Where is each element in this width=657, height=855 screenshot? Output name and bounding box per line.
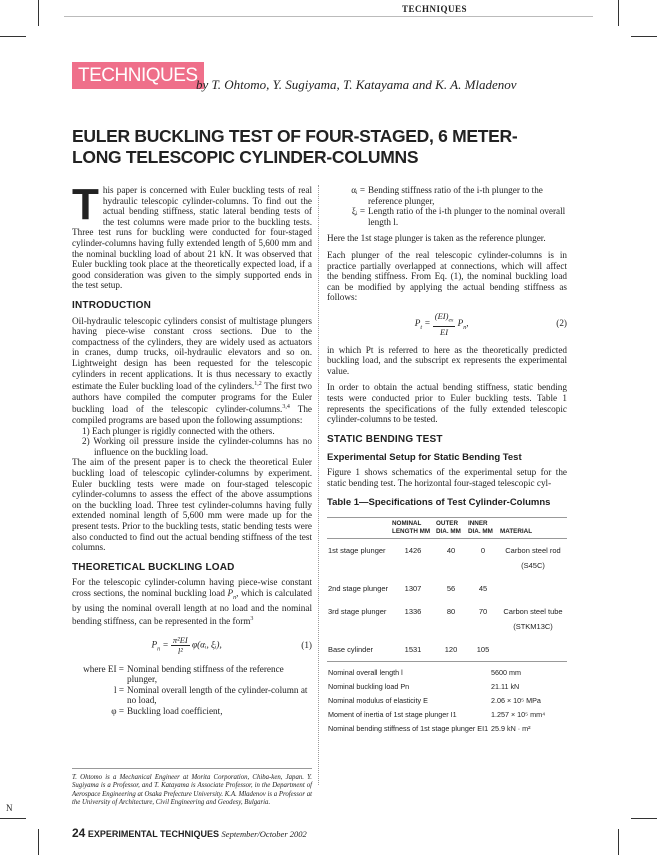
symbol-subscript: n bbox=[233, 594, 237, 601]
table-cell: 2nd stage plunger bbox=[328, 583, 389, 593]
property-label: Nominal buckling load Pn bbox=[328, 681, 410, 691]
eq-symbol: P bbox=[151, 639, 158, 650]
table-cell: 3rd stage plunger bbox=[328, 606, 387, 616]
section-heading-theoretical: THEORETICAL BUCKLING LOAD bbox=[72, 561, 235, 573]
title-line: LONG TELESCOPIC CYLINDER-COLUMNS bbox=[72, 147, 419, 167]
theory-paragraph bbox=[72, 577, 312, 626]
equation-formula bbox=[327, 311, 556, 337]
table-cell: Base cylinder bbox=[327, 638, 391, 662]
crop-mark bbox=[618, 829, 619, 855]
table-cell: 1st stage plunger bbox=[328, 545, 386, 555]
equation-number: (2) bbox=[556, 318, 567, 329]
symbol: P bbox=[227, 587, 234, 598]
subsection-heading: Experimental Setup for Static Bending Test bbox=[327, 452, 522, 464]
column-divider bbox=[318, 185, 319, 785]
section-badge: TECHNIQUES bbox=[72, 62, 204, 89]
table-cell bbox=[499, 577, 567, 600]
definition-text: Nominal overall length of the cylinder-column at no load, bbox=[127, 684, 308, 706]
table-cell: 0 bbox=[480, 545, 486, 555]
definition-text: Bending stiffness ratio of the i-th plunger to the reference plunger, bbox=[368, 185, 543, 206]
property-row bbox=[327, 666, 567, 680]
theory-text: , which is calculated by using the nominal overall length at no load and the nominal bending stiffness, can be represented in the form bbox=[72, 587, 312, 626]
eq-fraction bbox=[171, 635, 190, 656]
margin-letter: N bbox=[6, 803, 13, 813]
theory-text: For the telescopic cylinder-column having piece-wise constant cross sections, the nominal buckling load bbox=[72, 577, 312, 598]
property-label: Nominal overall length l bbox=[328, 667, 403, 677]
specifications-table bbox=[327, 517, 567, 662]
eq-numerator: π²EI bbox=[172, 634, 188, 645]
body-paragraph: Figure 1 shows schematics of the experimental setup for the static bending test. The horizontal four-staged telescopic cyl- bbox=[327, 466, 567, 488]
table-header: MATERIAL bbox=[499, 517, 567, 538]
body-paragraph: In order to obtain the actual bending stiffness, static bending tests were conducted prior to Euler buckling tests. Table 1 represents the specifications of the fully extended telescopic cylinder-columns to be tested. bbox=[327, 382, 567, 425]
table-row bbox=[327, 600, 567, 638]
eq-operator: = bbox=[160, 639, 171, 650]
property-row bbox=[327, 708, 567, 722]
eq-denominator: EI bbox=[440, 326, 449, 337]
table-caption: Table 1—Specifications of Test Cylinder-Columns bbox=[327, 497, 551, 509]
eq-subscript: ex bbox=[448, 317, 454, 324]
table-cell: 56 bbox=[446, 583, 456, 593]
definition-row bbox=[327, 206, 567, 227]
intro-paragraph bbox=[72, 316, 312, 426]
equation-formula bbox=[72, 635, 301, 656]
definition-symbol: where EI = bbox=[83, 663, 124, 674]
reference-marker: 3,4 bbox=[282, 404, 290, 411]
body-paragraph: Each plunger of the real telescopic cylinder-columns is in practice partially overlapped at connections, which will affect the bending stiffness. From Eq. (1), the nominal buckling load can be modified by applying the actual bending stiffness as follows: bbox=[327, 249, 567, 303]
equation-number: (1) bbox=[301, 639, 312, 650]
issue-date: September/October 2002 bbox=[221, 829, 307, 839]
definition-symbol: αᵢ = bbox=[351, 185, 365, 195]
eq-denominator: l² bbox=[177, 645, 183, 656]
definition-symbol: l = bbox=[113, 684, 124, 695]
intro-paragraph: The aim of the present paper is to check the theoretical Euler buckling load of telescopic cylinder-columns by experiment. Euler buckling tests were made on four-staged telescopic cylinder-columns to assess the effect of the above assumptions on the buckling load. Three test cylinder-columns having fully extended nominal length of 5,600 mm were made up for the present tests. Prior to the buckling tests, static bending tests were also conducted to find out the actual bending stiffness of the test columns. bbox=[72, 457, 312, 553]
body-paragraph: Here the 1st stage plunger is taken as the reference plunger. bbox=[327, 233, 546, 244]
equation-2 bbox=[327, 311, 567, 337]
publication-name: EXPERIMENTAL TECHNIQUES bbox=[87, 829, 220, 839]
running-header: TECHNIQUES bbox=[401, 4, 467, 14]
properties-table bbox=[327, 666, 567, 736]
table-header bbox=[327, 517, 391, 538]
assumption-item: 2) Working oil pressure inside the cylinder-columns has no influence on the buckling load. bbox=[82, 436, 312, 457]
table-cell: 80 bbox=[446, 606, 456, 616]
property-label: Nominal modulus of elasticity E bbox=[328, 695, 428, 705]
eq-punctuation: , bbox=[466, 317, 469, 328]
table-cell: 1307 bbox=[404, 583, 422, 593]
definition-text: Nominal bending stiffness of the reference plunger, bbox=[127, 663, 284, 685]
intro-text: The compiled programs are based upon the following assumptions: bbox=[72, 404, 312, 425]
crop-mark bbox=[0, 36, 26, 37]
table-header: OUTER DIA. MM bbox=[435, 517, 467, 538]
eq-symbol: P bbox=[414, 317, 421, 328]
definition-row bbox=[72, 685, 312, 706]
property-value: 25.9 kN · m² bbox=[491, 723, 531, 733]
table-cell: 120 bbox=[435, 638, 467, 662]
property-value: 1.257 × 10⁵ mm⁴ bbox=[491, 709, 546, 719]
table-cell: 45 bbox=[478, 583, 488, 593]
property-row bbox=[327, 694, 567, 708]
property-label: Moment of inertia of 1st stage plunger I1 bbox=[328, 709, 457, 719]
drop-cap: T bbox=[72, 180, 99, 229]
author-footnote: T. Ohtomo is a Mechanical Engineer at Morita Corporation, Chiba-ken, Japan. Y. Sugiyama is a Professor, and T. Katayama is Associate Professor, in the Department of Aerospace Engineering at Osaka Prefecture University. K.A. Mladenov is a Professor at the University of Architecture, Civil Engineering and Geodesy, Bulgaria. bbox=[72, 768, 312, 808]
eq-symbol: P bbox=[457, 317, 464, 328]
section-heading-static: STATIC BENDING TEST bbox=[327, 433, 443, 445]
table-header: INNER DIA. MM bbox=[467, 517, 499, 538]
article-title bbox=[72, 126, 552, 168]
property-value: 21.11 kN bbox=[491, 681, 520, 691]
intro-text: Oil-hydraulic telescopic cylinders consist of multistage plungers having piece-wise constant cross sections. Due to the compactness of the cylinders, they are widely used as actuators in cranes, dump trucks, oil-hydraulic elevators and so on. Lightweight design has been requested for the telescopic cylinders in recent applications. It is thus necessary to exactly estimate the Euler buckling load of the cylinders. bbox=[72, 315, 312, 392]
property-value: 5600 mm bbox=[491, 667, 521, 677]
table-cell: 1531 bbox=[391, 638, 435, 662]
abstract bbox=[72, 180, 312, 291]
property-row bbox=[327, 680, 567, 694]
crop-mark bbox=[38, 829, 39, 855]
assumption-item: 1) Each plunger is rigidly connected with the others. bbox=[82, 425, 275, 436]
eq-subscript: n bbox=[157, 646, 161, 653]
equation-1 bbox=[72, 635, 312, 656]
eq-operator: = bbox=[421, 317, 433, 328]
property-label: Nominal bending stiffness of 1st stage plunger EI1 bbox=[328, 723, 489, 733]
table-cell: 1426 bbox=[404, 545, 422, 555]
table-cell: 70 bbox=[478, 606, 488, 616]
definition-row bbox=[72, 664, 312, 685]
left-column bbox=[72, 180, 312, 717]
crop-mark bbox=[0, 818, 26, 819]
table-row bbox=[327, 577, 567, 600]
eq-rhs: φ(αᵢ, ξᵢ), bbox=[189, 639, 222, 650]
definition-row bbox=[327, 185, 567, 206]
property-value: 2.06 × 10⁵ MPa bbox=[491, 695, 541, 705]
reference-marker: 1,2 bbox=[254, 381, 262, 388]
eq-subscript: n bbox=[463, 324, 467, 331]
definition-symbol: ξᵢ = bbox=[351, 206, 365, 217]
definition-text: Length ratio of the i-th plunger to the nominal overall length l. bbox=[368, 206, 566, 227]
eq-fraction bbox=[433, 311, 456, 337]
right-column bbox=[327, 185, 567, 736]
table-cell: Carbon steel rod (S45C) bbox=[505, 545, 561, 570]
section-heading-introduction: INTRODUCTION bbox=[72, 299, 152, 311]
table-header-row bbox=[327, 517, 567, 538]
body-paragraph: in which Pt is referred to here as the theoretically predicted buckling load, and the subscript ex represents the experimental value. bbox=[327, 344, 567, 376]
page-footer bbox=[72, 826, 307, 840]
eq-numerator bbox=[433, 311, 456, 327]
property-row bbox=[327, 722, 567, 736]
reference-marker: 3 bbox=[250, 615, 254, 622]
authors-line: by T. Ohtomo, Y. Sugiyama, T. Katayama and K. A. Mladenov bbox=[196, 77, 517, 92]
crop-mark bbox=[618, 0, 619, 26]
eq-subscript: t bbox=[420, 324, 422, 331]
table-cell bbox=[499, 638, 567, 662]
definition-symbol: φ = bbox=[111, 705, 124, 716]
crop-mark bbox=[631, 36, 657, 37]
table-cell: 1336 bbox=[404, 606, 422, 616]
table-cell: 40 bbox=[446, 545, 456, 555]
page-number: 24 bbox=[72, 826, 86, 840]
table-row bbox=[327, 638, 567, 662]
abstract-text: his paper is concerned with Euler buckling tests of real hydraulic telescopic cylinder-columns. To find out the actual bending stiffness, static lateral bending tests of the test columns were made prior to the buckling tests. Three test runs for buckling were conducted for four-staged cylinder-columns having fully extended length of 5,600 mm and the nominal buckling load of about 21 kN. It was observed that Euler buckling took place at the theoretically expected load, if a good consideration was given to the simply supported ends in the test setup. bbox=[72, 185, 312, 291]
title-line: EULER BUCKLING TEST OF FOUR-STAGED, 6 METER- bbox=[72, 126, 518, 146]
table-cell: Carbon steel tube (STKM13C) bbox=[503, 606, 563, 631]
header-rule bbox=[64, 16, 593, 17]
crop-mark bbox=[631, 818, 657, 819]
table-row bbox=[327, 538, 567, 577]
definition-text: Buckling load coefficient, bbox=[127, 705, 223, 716]
intro-text: The first two authors have compiled the computer programs for the Euler buckling load of the telescopic cylinder-columns. bbox=[72, 381, 312, 415]
eq-numerator-text: (EI) bbox=[434, 310, 449, 321]
table-cell: 105 bbox=[467, 638, 499, 662]
definition-row bbox=[72, 706, 312, 717]
table-header: NOMINAL LENGTH MM bbox=[391, 517, 435, 538]
crop-mark bbox=[38, 0, 39, 26]
